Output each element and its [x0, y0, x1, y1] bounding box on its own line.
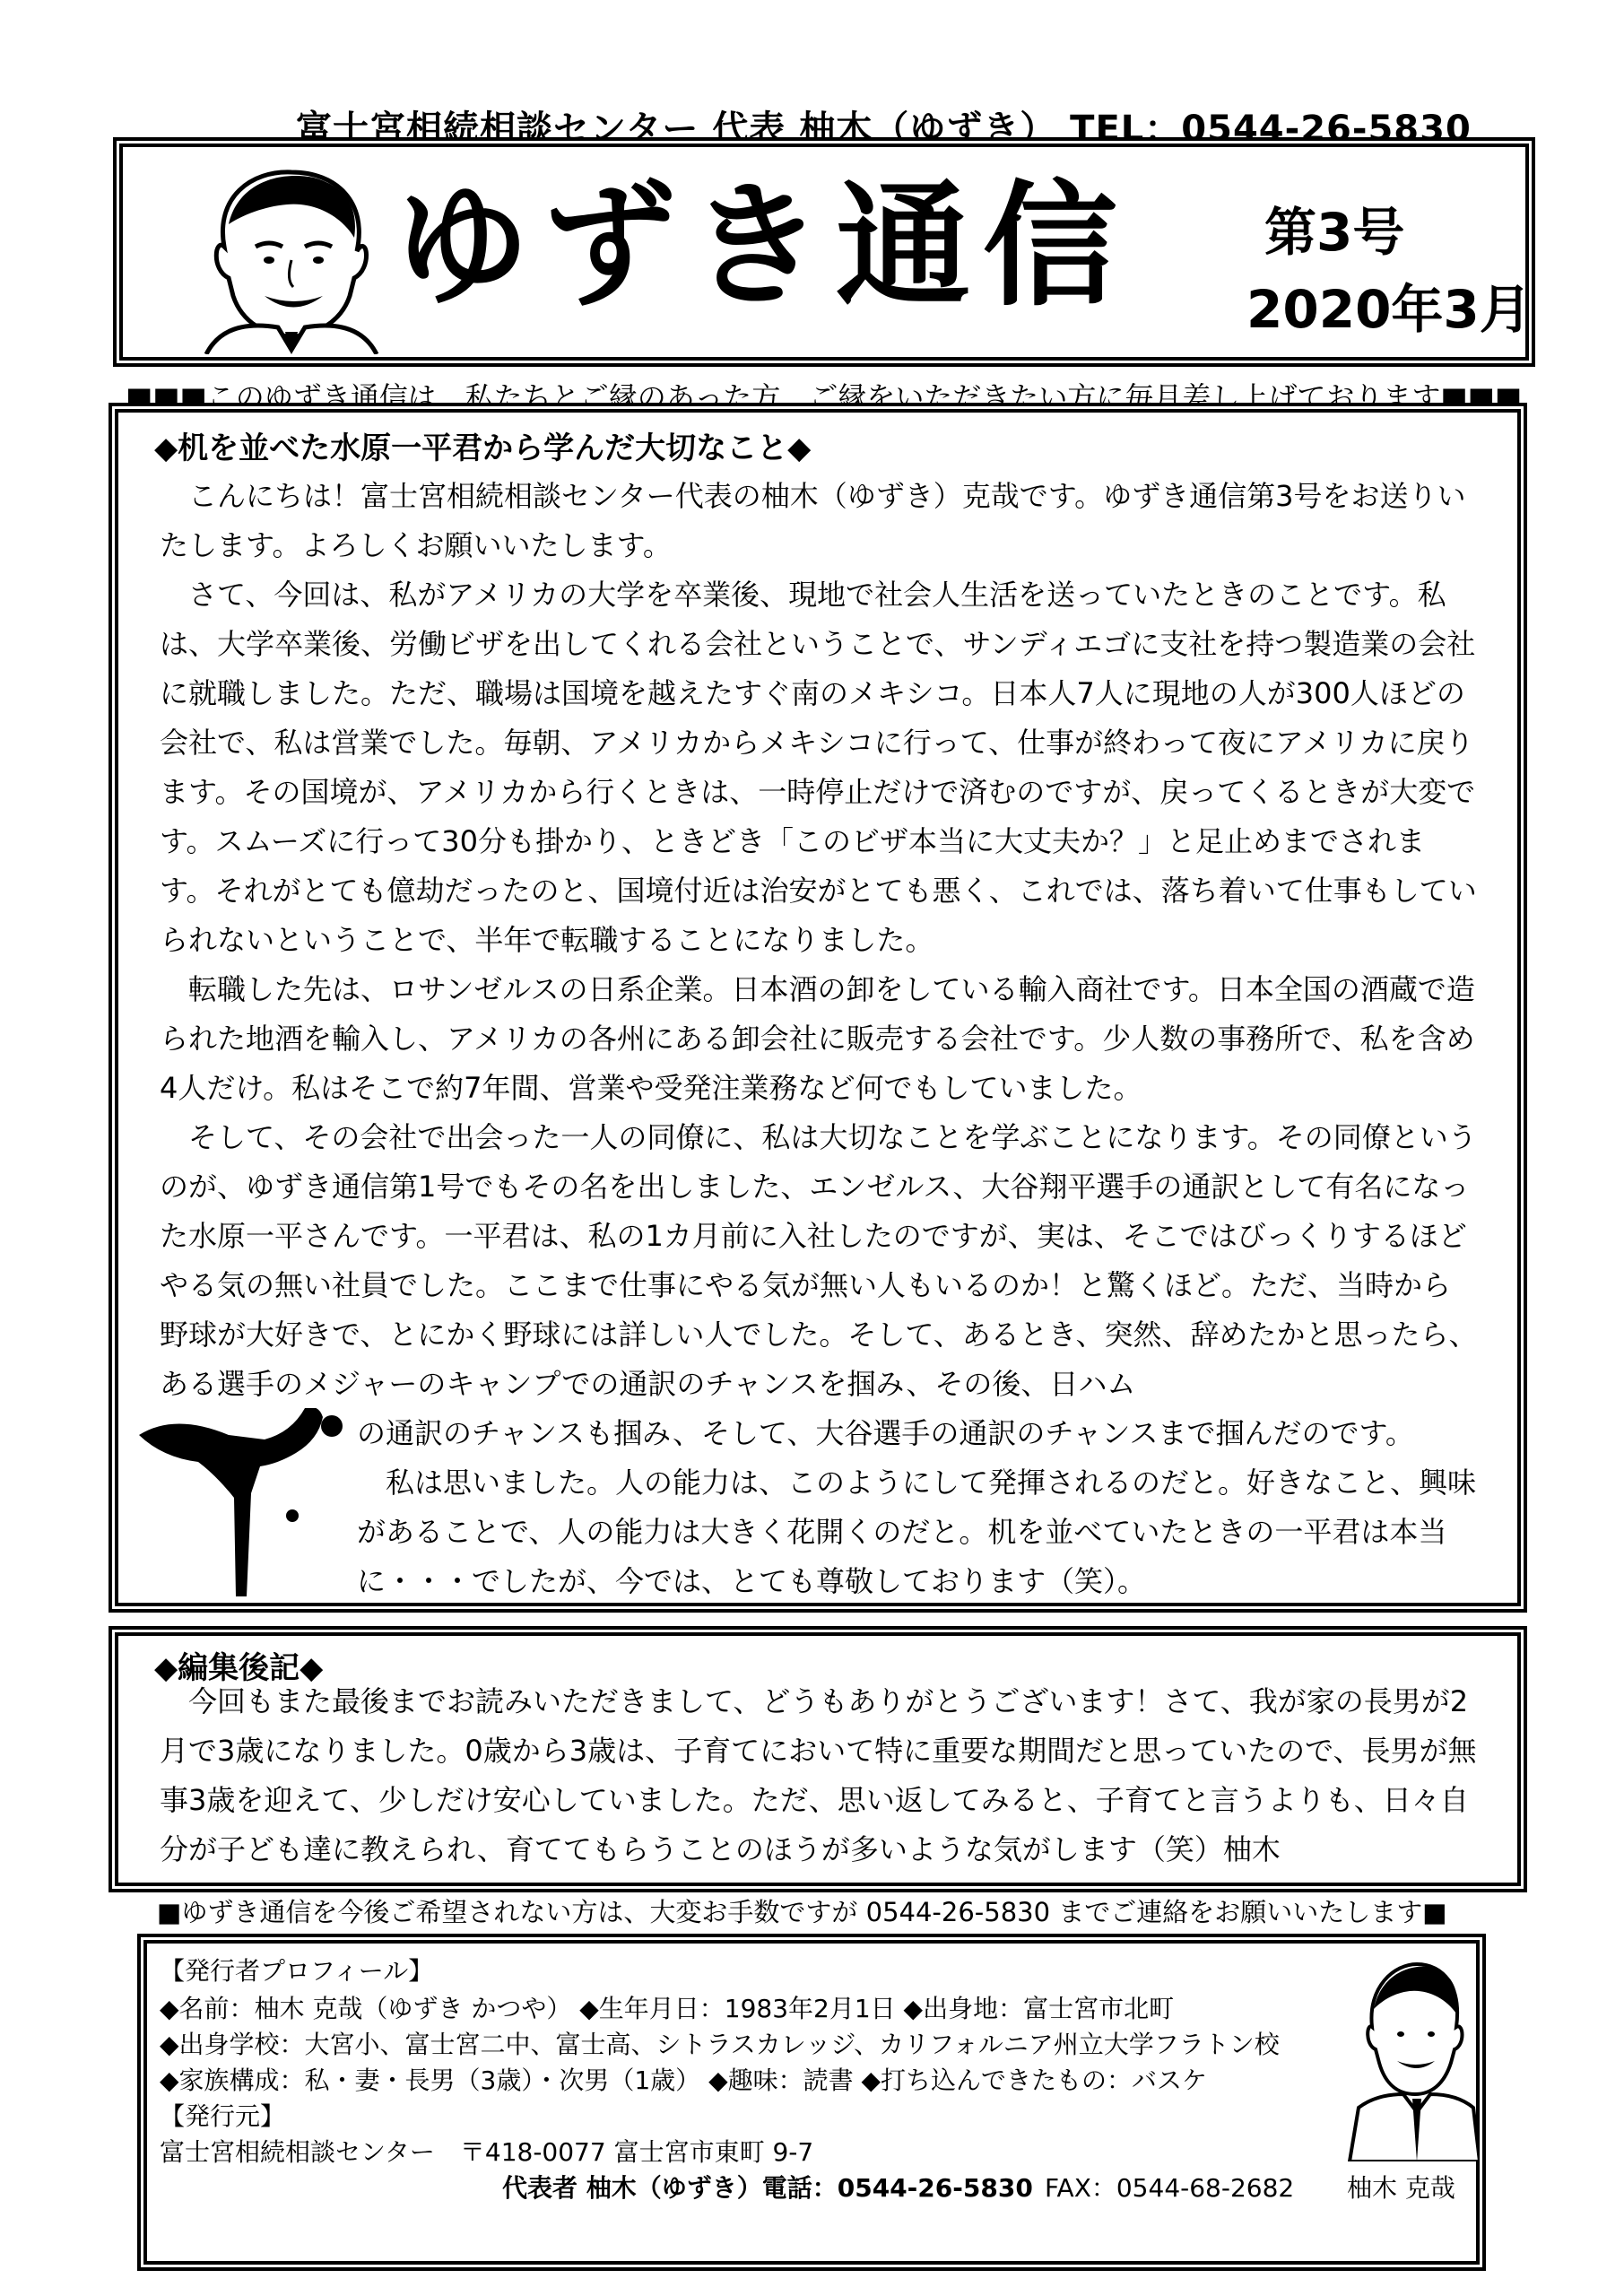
- issue-number: 第3号: [1264, 202, 1405, 263]
- article-paragraph-5: 私は思いました。人の能力は、このようにして発揮されるのだと。好きなこと、興味があることで、人の能力は大きく花開くのだと。机を並べていたときの一平君は本当に・・・でしたが、今では、とても尊敬しております（笑）。: [357, 1465, 1477, 1598]
- intro-banner: ■■■このゆずき通信は、私たちとご縁のあった方、ご縁をいただきたい方に毎月差し上げております■■■: [126, 380, 1523, 414]
- author-portrait-illustration: [188, 161, 395, 354]
- issue-date: 2020年3月: [1246, 279, 1532, 340]
- publisher-representative: 代表者 柚木（ゆずき）電話：0544-26-5830: [502, 2173, 1033, 2203]
- profile-title: 【発行者プロフィール】: [160, 1956, 434, 1986]
- article-paragraph-3: 転職した先は、ロサンゼルスの日系企業。日本酒の卸をしている輸入商社です。日本全国の酒蔵で造られた地酒を輸入し、アメリカの各州にある卸会社に販売する会社です。少人数の事務所で、私を含め4人だけ。私はそこで約7年間、営業や受発注業務など何でもしていました。: [160, 972, 1475, 1105]
- unsubscribe-notice: ■ゆずき通信を今後ご希望されない方は、大変お手数ですが 0544-26-5830 までご連絡をお願いいたします■: [157, 1897, 1447, 1927]
- article-paragraph-4-continued: の通訳のチャンスも掴み、そして、大谷選手の通訳のチャンスまで掴んだのです。: [357, 1416, 1414, 1450]
- publisher-fax: FAX：0544-68-2682: [1045, 2173, 1295, 2203]
- profile-line-2: ◆出身学校：大宮小、富士宮二中、富士高、シトラスカレッジ、カリフォルニア州立大学フラトン校: [160, 2030, 1280, 2059]
- profile-line-1: ◆名前：柚木 克哉（ゆずき かつや） ◆生年月日：1983年2月1日 ◆出身地：富士宮市北町: [160, 1994, 1175, 2023]
- publisher-title: 【発行元】: [160, 2101, 286, 2131]
- header-contact-line: 富士宮相続相談センター 代表 柚木（ゆずき） TEL：0544-26-5830: [296, 109, 1472, 150]
- newsletter-title: ゆずき通信: [395, 169, 1131, 325]
- publisher-address: 富士宮相続相談センター 〒418-0077 富士宮市東町 9-7: [160, 2137, 814, 2167]
- article-paragraph-2: さて、今回は、私がアメリカの大学を卒業後、現地で社会人生活を送っていたときのことです。私は、大学卒業後、労働ビザを出してくれる会社ということで、サンディエゴに支社を持つ製造業の会社に就職しました。ただ、職場は国境を越えたすぐ南のメキシコ。日本人7人に現地の人が300人ほどの会社で、私は営業でした。毎朝、アメリカからメキシコに行って、仕事が終わって夜にアメリカに戻ります。その国境が、アメリカから行くときは、一時停止だけで済むのですが、戻ってくるときが大変です。スムーズに行って30分も掛かり、ときどき「このビザ本当に大丈夫か？」と足止めまでされます。それがとても億劫だったのと、国境付近は治安がとても悪く、これでは、落ち着いて仕事もしていられないということで、半年で転職することになりました。: [160, 578, 1477, 957]
- article-paragraph-4: そして、その会社で出会った一人の同僚に、私は大切なことを学ぶことになります。その同僚というのが、ゆずき通信第1号でもその名を出しました、エンゼルス、大谷翔平選手の通訳として有名になった水原一平さんです。一平君は、私の1カ月前に入社したのですが、実は、そこではびっくりするほどやる気の無い社員でした。ここまで仕事にやる気が無い人もいるのか！と驚くほど。ただ、当時から野球が大好きで、とにかく野球には詳しい人でした。そして、あるとき、突然、辞めたかと思ったら、ある選手のメジャーのキャンプでの通訳のチャンスを掴み、その後、日ハム: [160, 1120, 1478, 1401]
- portrait-caption: 柚木 克哉: [1347, 2173, 1455, 2203]
- profile-line-3: ◆家族構成：私・妻・長男（3歳）・次男（1歳） ◆趣味：読書 ◆打ち込んできたもの：バスケ: [160, 2066, 1208, 2095]
- author-portrait-small: [1345, 1955, 1480, 2161]
- postscript-text: 今回もまた最後までお読みいただきまして、どうもありがとうございます！さて、我が家の長男が2月で3歳になりました。0歳から3歳は、子育てにおいて特に重要な期間だと思っていたので、長男が無事3歳を迎えて、少しだけ安心していました。ただ、思い返してみると、子育てと言うよりも、日々自分が子ども達に教えられ、育ててもらうことのほうが多いような気がします（笑）柚木: [160, 1684, 1477, 1866]
- postscript-heading: ◆編集後記◆: [154, 1650, 324, 1686]
- article-paragraph-1: こんにちは！富士宮相続相談センター代表の柚木（ゆずき）克哉です。ゆずき通信第3号をお送りいたします。よろしくお願いいたします。: [160, 479, 1466, 562]
- article-heading: ◆机を並べた水原一平君から学んだ大切なこと◆: [154, 430, 812, 466]
- baseball-pitcher-silhouette: [135, 1408, 350, 1596]
